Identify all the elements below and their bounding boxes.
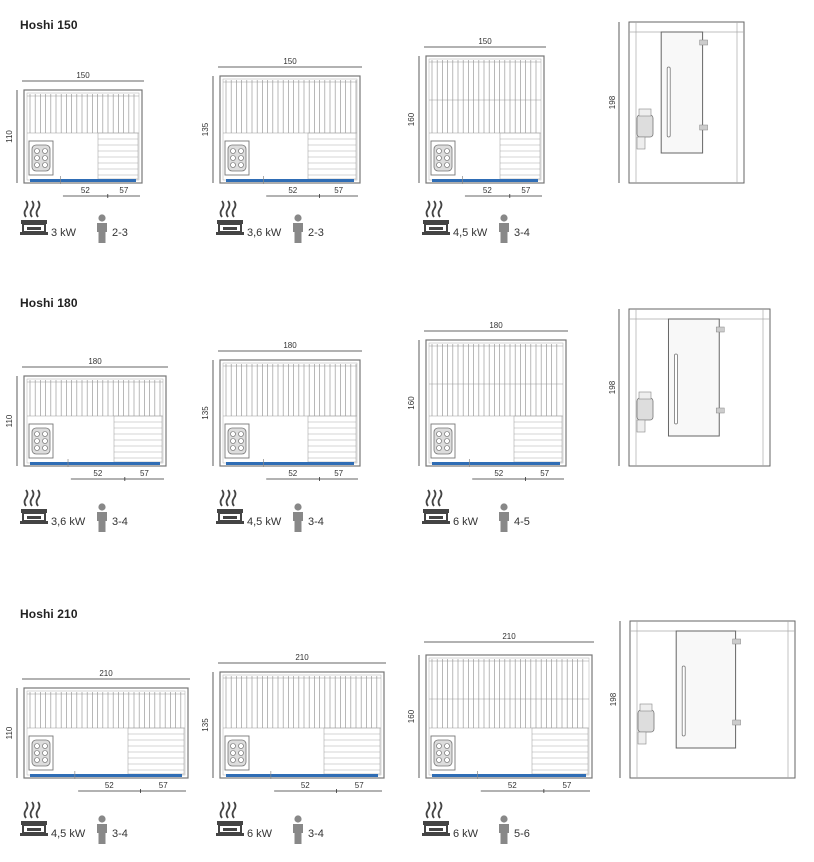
side-view <box>608 309 770 466</box>
power-label: 3 kW <box>51 227 77 239</box>
bench-right-label: 57 <box>540 469 550 478</box>
width-label: 210 <box>99 669 113 678</box>
sauna-stove <box>29 141 53 175</box>
power-label: 6 kW <box>453 828 479 840</box>
door-hinge-bottom <box>700 125 708 130</box>
persons-label: 3-4 <box>112 828 128 840</box>
front-view-variant-3 <box>407 37 546 243</box>
sauna-heater-icon <box>216 201 244 235</box>
sauna-heater-icon <box>422 201 450 235</box>
bench-right-label: 57 <box>334 469 344 478</box>
front-view-variant-2 <box>201 341 362 532</box>
sauna-heater-icon <box>422 802 450 836</box>
person-icon <box>293 815 303 844</box>
section-1-diagrams <box>5 22 744 243</box>
section-title-hoshi-210: Hoshi 210 <box>20 607 78 621</box>
floor-bar <box>432 462 560 465</box>
bench-right-label: 57 <box>521 186 531 195</box>
front-view-variant-1 <box>5 357 168 532</box>
height-label: 160 <box>407 709 416 724</box>
bench-right-label: 57 <box>562 781 572 790</box>
persons-label: 2-3 <box>308 227 324 239</box>
sauna-stove <box>225 424 249 458</box>
person-icon <box>499 815 509 844</box>
person-icon <box>293 214 303 243</box>
width-label: 210 <box>295 653 309 662</box>
floor-bar <box>432 179 538 182</box>
persons-label: 5-6 <box>514 828 530 840</box>
width-label: 150 <box>76 71 90 80</box>
height-label: 135 <box>201 406 210 420</box>
bench-left-label: 52 <box>482 186 492 195</box>
floor-bar <box>30 774 182 777</box>
front-view-variant-3 <box>407 632 594 844</box>
sauna-stove <box>431 424 455 458</box>
bench-left-label: 52 <box>494 469 504 478</box>
power-label: 3,6 kW <box>51 516 86 528</box>
front-view-variant-3 <box>407 321 568 532</box>
persons-label: 3-4 <box>308 516 324 528</box>
door-handle <box>674 354 677 424</box>
sauna-heater-icon <box>216 802 244 836</box>
sauna-heater-icon <box>216 490 244 524</box>
bench-left-label: 52 <box>80 186 90 195</box>
bench-right-label: 57 <box>139 469 149 478</box>
side-view <box>609 621 795 778</box>
bench-left-label: 52 <box>300 781 310 790</box>
height-label: 160 <box>407 112 416 127</box>
person-icon <box>499 503 509 532</box>
height-label: 110 <box>5 726 14 740</box>
backrest-slats <box>30 94 134 133</box>
power-label: 6 kW <box>453 516 479 528</box>
floor-bar <box>226 462 354 465</box>
door-hinge-bottom <box>733 720 741 725</box>
front-view-variant-1 <box>5 71 144 243</box>
sauna-heater-icon <box>20 802 48 836</box>
door-hinge-bottom <box>716 408 724 413</box>
floor-bar <box>30 462 160 465</box>
door-hinge-top <box>716 327 724 332</box>
width-label: 180 <box>283 341 297 350</box>
front-view-variant-2 <box>201 57 362 243</box>
section-2-diagrams <box>5 309 770 532</box>
power-label: 4,5 kW <box>453 227 488 239</box>
bench-right-label: 57 <box>354 781 364 790</box>
side-view <box>608 22 744 183</box>
persons-label: 2-3 <box>112 227 128 239</box>
persons-label: 3-4 <box>112 516 128 528</box>
floor-bar <box>432 774 586 777</box>
bench-left-label: 52 <box>288 469 298 478</box>
sauna-stove <box>225 141 249 175</box>
persons-label: 4-5 <box>514 516 530 528</box>
door-hinge-top <box>733 639 741 644</box>
width-label: 180 <box>489 321 503 330</box>
sauna-stove <box>225 736 249 770</box>
bench-left-label: 52 <box>93 469 103 478</box>
sauna-stove <box>431 141 455 175</box>
floor-bar <box>226 774 378 777</box>
section-title-hoshi-180: Hoshi 180 <box>20 296 78 310</box>
persons-label: 3-4 <box>308 828 324 840</box>
sauna-stove <box>431 736 455 770</box>
glass-door <box>661 32 707 153</box>
sauna-heater-icon <box>422 490 450 524</box>
height-label: 160 <box>407 396 416 410</box>
side-height-label: 198 <box>608 380 617 395</box>
bench-left-label: 52 <box>507 781 517 790</box>
section-title-hoshi-150: Hoshi 150 <box>20 18 78 32</box>
bench-right-label: 57 <box>334 186 344 195</box>
height-label: 135 <box>201 718 210 732</box>
persons-label: 3-4 <box>514 227 530 239</box>
front-view-variant-1 <box>5 669 190 844</box>
sauna-heater-icon <box>20 490 48 524</box>
bench-right-label: 57 <box>119 186 129 195</box>
person-icon <box>97 214 107 243</box>
height-label: 135 <box>201 122 210 137</box>
section-3-diagrams <box>5 621 795 844</box>
door-handle <box>682 666 685 736</box>
width-label: 150 <box>478 37 492 46</box>
power-label: 4,5 kW <box>247 516 282 528</box>
front-view-variant-2 <box>201 653 386 844</box>
side-height-label: 198 <box>609 692 618 707</box>
sauna-heater-icon <box>20 201 48 235</box>
glass-door <box>676 631 740 748</box>
power-label: 4,5 kW <box>51 828 86 840</box>
height-label: 110 <box>5 130 14 143</box>
width-label: 210 <box>502 632 516 641</box>
person-icon <box>97 503 107 532</box>
width-label: 180 <box>88 357 102 366</box>
power-label: 3,6 kW <box>247 227 282 239</box>
power-label: 6 kW <box>247 828 273 840</box>
floor-bar <box>30 179 136 182</box>
height-label: 110 <box>5 414 14 428</box>
side-height-label: 198 <box>608 95 617 110</box>
bench-left-label: 52 <box>104 781 114 790</box>
door-handle <box>667 67 670 137</box>
sauna-stove <box>29 736 53 770</box>
person-icon <box>97 815 107 844</box>
backrest-slats <box>432 60 536 133</box>
glass-door <box>668 319 724 436</box>
bench-right-label: 57 <box>158 781 168 790</box>
person-icon <box>499 214 509 243</box>
width-label: 150 <box>283 57 297 66</box>
person-icon <box>293 503 303 532</box>
door-hinge-top <box>700 40 708 45</box>
floor-bar <box>226 179 354 182</box>
sauna-stove <box>29 424 53 458</box>
bench-left-label: 52 <box>288 186 298 195</box>
